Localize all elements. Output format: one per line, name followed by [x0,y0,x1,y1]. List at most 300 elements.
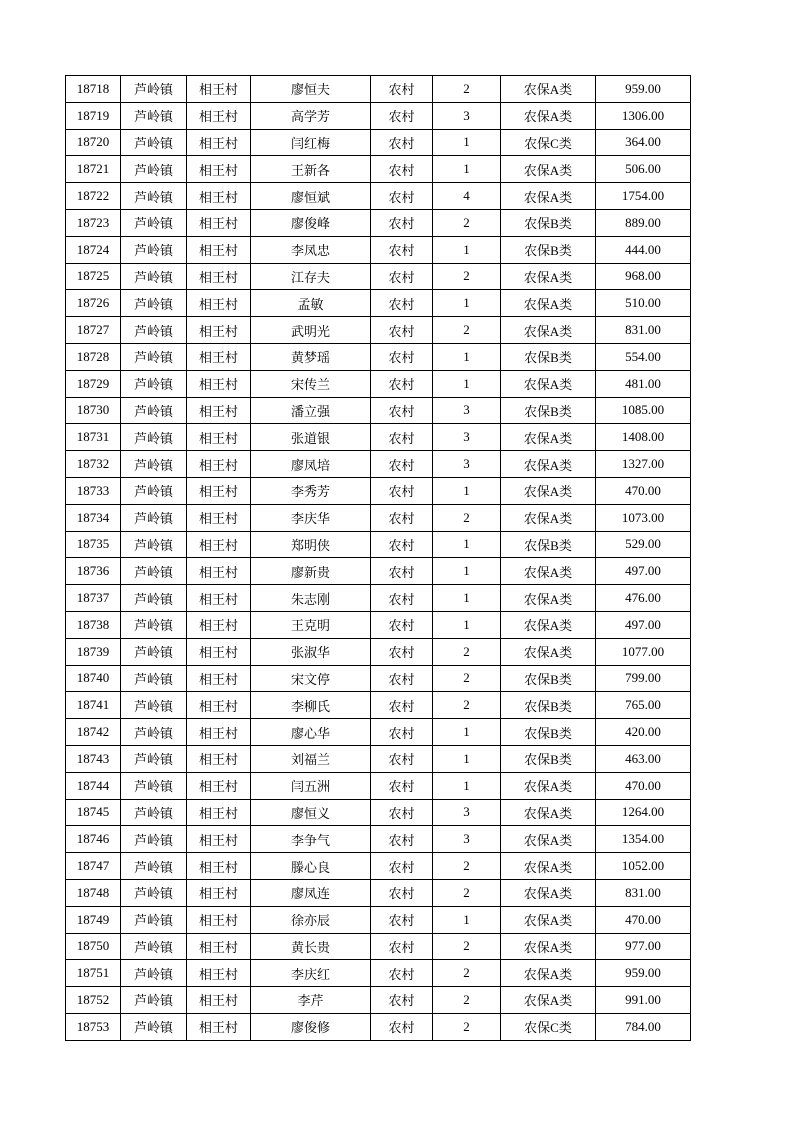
cell-category: 农保A类 [501,960,596,987]
table-row [66,209,691,236]
cell-name: 宋传兰 [251,370,371,397]
cell-category: 农保A类 [501,477,596,504]
cell-category: 农保B类 [501,209,596,236]
table-row [66,370,691,397]
cell-residence: 农村 [371,611,433,638]
cell-id: 18726 [66,290,121,317]
table-row [66,665,691,692]
cell-count: 2 [433,263,501,290]
cell-town: 芦岭镇 [121,451,187,478]
cell-category: 农保A类 [501,424,596,451]
cell-village: 相王村 [187,745,251,772]
table-row [66,236,691,263]
cell-village: 相王村 [187,692,251,719]
cell-count: 1 [433,745,501,772]
table-row [66,397,691,424]
cell-name: 孟敏 [251,290,371,317]
cell-residence: 农村 [371,987,433,1014]
cell-name: 廖恒斌 [251,183,371,210]
cell-count: 2 [433,853,501,880]
cell-count: 1 [433,156,501,183]
cell-count: 1 [433,906,501,933]
cell-village: 相王村 [187,317,251,344]
cell-category: 农保A类 [501,558,596,585]
cell-id: 18743 [66,745,121,772]
cell-count: 2 [433,638,501,665]
cell-amount: 831.00 [596,317,691,344]
table-row [66,451,691,478]
table-row [66,960,691,987]
cell-count: 2 [433,317,501,344]
cell-id: 18724 [66,236,121,263]
cell-category: 农保A类 [501,987,596,1014]
cell-name: 闫五洲 [251,772,371,799]
cell-id: 18735 [66,531,121,558]
cell-residence: 农村 [371,719,433,746]
cell-name: 高学芳 [251,102,371,129]
cell-category: 农保B类 [501,531,596,558]
cell-name: 李柳氏 [251,692,371,719]
cell-count: 1 [433,585,501,612]
table-row [66,987,691,1014]
cell-amount: 481.00 [596,370,691,397]
cell-name: 王克明 [251,611,371,638]
cell-category: 农保B类 [501,343,596,370]
table-row [66,317,691,344]
cell-category: 农保B类 [501,665,596,692]
cell-town: 芦岭镇 [121,504,187,531]
cell-amount: 799.00 [596,665,691,692]
table-row [66,772,691,799]
cell-amount: 364.00 [596,129,691,156]
cell-category: 农保A类 [501,906,596,933]
cell-amount: 506.00 [596,156,691,183]
cell-id: 18749 [66,906,121,933]
cell-town: 芦岭镇 [121,719,187,746]
cell-amount: 497.00 [596,611,691,638]
table-row [66,531,691,558]
cell-name: 廖恒义 [251,799,371,826]
cell-id: 18746 [66,826,121,853]
cell-town: 芦岭镇 [121,1013,187,1040]
cell-town: 芦岭镇 [121,102,187,129]
cell-village: 相王村 [187,1013,251,1040]
cell-count: 1 [433,719,501,746]
cell-category: 农保C类 [501,1013,596,1040]
cell-id: 18751 [66,960,121,987]
cell-village: 相王村 [187,987,251,1014]
cell-category: 农保A类 [501,611,596,638]
cell-count: 4 [433,183,501,210]
cell-amount: 1052.00 [596,853,691,880]
cell-count: 2 [433,504,501,531]
cell-id: 18720 [66,129,121,156]
cell-name: 张道银 [251,424,371,451]
cell-category: 农保A类 [501,772,596,799]
cell-residence: 农村 [371,370,433,397]
cell-residence: 农村 [371,772,433,799]
cell-id: 18744 [66,772,121,799]
cell-id: 18728 [66,343,121,370]
cell-name: 潘立强 [251,397,371,424]
cell-village: 相王村 [187,853,251,880]
cell-village: 相王村 [187,183,251,210]
cell-town: 芦岭镇 [121,183,187,210]
cell-id: 18747 [66,853,121,880]
cell-count: 3 [433,799,501,826]
cell-category: 农保A类 [501,879,596,906]
cell-name: 廖凤培 [251,451,371,478]
cell-amount: 1327.00 [596,451,691,478]
cell-village: 相王村 [187,156,251,183]
cell-town: 芦岭镇 [121,477,187,504]
cell-village: 相王村 [187,236,251,263]
cell-category: 农保B类 [501,692,596,719]
cell-village: 相王村 [187,906,251,933]
cell-category: 农保A类 [501,370,596,397]
cell-id: 18731 [66,424,121,451]
cell-count: 2 [433,987,501,1014]
cell-amount: 784.00 [596,1013,691,1040]
cell-amount: 510.00 [596,290,691,317]
cell-id: 18723 [66,209,121,236]
cell-village: 相王村 [187,611,251,638]
cell-amount: 959.00 [596,76,691,103]
cell-residence: 农村 [371,317,433,344]
cell-residence: 农村 [371,692,433,719]
cell-name: 廖俊修 [251,1013,371,1040]
cell-name: 江存夫 [251,263,371,290]
cell-count: 2 [433,960,501,987]
cell-count: 2 [433,209,501,236]
cell-amount: 1264.00 [596,799,691,826]
cell-town: 芦岭镇 [121,906,187,933]
cell-residence: 农村 [371,906,433,933]
cell-town: 芦岭镇 [121,826,187,853]
cell-amount: 977.00 [596,933,691,960]
cell-category: 农保B类 [501,397,596,424]
cell-village: 相王村 [187,719,251,746]
cell-amount: 991.00 [596,987,691,1014]
cell-category: 农保A类 [501,853,596,880]
cell-count: 2 [433,1013,501,1040]
cell-amount: 470.00 [596,772,691,799]
cell-town: 芦岭镇 [121,987,187,1014]
cell-town: 芦岭镇 [121,156,187,183]
cell-name: 王新各 [251,156,371,183]
cell-residence: 农村 [371,504,433,531]
table-row [66,826,691,853]
cell-id: 18727 [66,317,121,344]
table-row [66,424,691,451]
cell-id: 18725 [66,263,121,290]
cell-residence: 农村 [371,933,433,960]
cell-village: 相王村 [187,665,251,692]
cell-name: 张淑华 [251,638,371,665]
cell-count: 2 [433,76,501,103]
cell-id: 18736 [66,558,121,585]
table-row [66,906,691,933]
cell-amount: 470.00 [596,477,691,504]
cell-name: 闫红梅 [251,129,371,156]
cell-town: 芦岭镇 [121,665,187,692]
cell-town: 芦岭镇 [121,317,187,344]
cell-id: 18733 [66,477,121,504]
cell-town: 芦岭镇 [121,370,187,397]
cell-amount: 476.00 [596,585,691,612]
table-row [66,183,691,210]
cell-category: 农保B类 [501,719,596,746]
cell-id: 18748 [66,879,121,906]
cell-amount: 554.00 [596,343,691,370]
cell-village: 相王村 [187,879,251,906]
cell-town: 芦岭镇 [121,558,187,585]
cell-count: 2 [433,933,501,960]
cell-count: 1 [433,477,501,504]
cell-count: 3 [433,102,501,129]
cell-count: 2 [433,879,501,906]
cell-village: 相王村 [187,451,251,478]
cell-category: 农保A类 [501,183,596,210]
cell-category: 农保A类 [501,638,596,665]
cell-residence: 农村 [371,76,433,103]
cell-category: 农保A类 [501,156,596,183]
cell-town: 芦岭镇 [121,531,187,558]
cell-count: 3 [433,826,501,853]
cell-town: 芦岭镇 [121,76,187,103]
cell-id: 18742 [66,719,121,746]
cell-village: 相王村 [187,933,251,960]
cell-category: 农保A类 [501,826,596,853]
cell-residence: 农村 [371,290,433,317]
cell-amount: 1306.00 [596,102,691,129]
table-row [66,692,691,719]
cell-name: 郑明侠 [251,531,371,558]
cell-count: 1 [433,129,501,156]
cell-residence: 农村 [371,558,433,585]
cell-amount: 529.00 [596,531,691,558]
cell-id: 18745 [66,799,121,826]
cell-residence: 农村 [371,960,433,987]
cell-town: 芦岭镇 [121,799,187,826]
cell-name: 廖新贵 [251,558,371,585]
cell-name: 武明光 [251,317,371,344]
cell-town: 芦岭镇 [121,209,187,236]
cell-village: 相王村 [187,477,251,504]
cell-id: 18729 [66,370,121,397]
cell-village: 相王村 [187,290,251,317]
cell-village: 相王村 [187,424,251,451]
cell-residence: 农村 [371,477,433,504]
cell-residence: 农村 [371,209,433,236]
cell-count: 1 [433,558,501,585]
cell-category: 农保C类 [501,129,596,156]
cell-amount: 444.00 [596,236,691,263]
cell-town: 芦岭镇 [121,879,187,906]
cell-amount: 831.00 [596,879,691,906]
cell-count: 1 [433,772,501,799]
cell-name: 廖凤连 [251,879,371,906]
cell-amount: 1085.00 [596,397,691,424]
table-row [66,504,691,531]
cell-name: 黄梦瑶 [251,343,371,370]
cell-residence: 农村 [371,853,433,880]
cell-residence: 农村 [371,183,433,210]
cell-village: 相王村 [187,129,251,156]
cell-town: 芦岭镇 [121,692,187,719]
cell-id: 18722 [66,183,121,210]
cell-residence: 农村 [371,665,433,692]
cell-category: 农保A类 [501,290,596,317]
cell-count: 1 [433,236,501,263]
cell-name: 廖心华 [251,719,371,746]
cell-id: 18737 [66,585,121,612]
cell-id: 18730 [66,397,121,424]
cell-name: 宋文停 [251,665,371,692]
cell-amount: 1077.00 [596,638,691,665]
cell-id: 18752 [66,987,121,1014]
cell-name: 刘福兰 [251,745,371,772]
cell-category: 农保B类 [501,745,596,772]
cell-residence: 农村 [371,826,433,853]
cell-village: 相王村 [187,76,251,103]
cell-id: 18719 [66,102,121,129]
cell-residence: 农村 [371,343,433,370]
cell-village: 相王村 [187,263,251,290]
cell-town: 芦岭镇 [121,611,187,638]
cell-residence: 农村 [371,638,433,665]
cell-category: 农保A类 [501,585,596,612]
cell-amount: 968.00 [596,263,691,290]
table-row [66,1013,691,1040]
cell-village: 相王村 [187,585,251,612]
cell-count: 2 [433,692,501,719]
cell-town: 芦岭镇 [121,290,187,317]
cell-village: 相王村 [187,504,251,531]
cell-category: 农保A类 [501,263,596,290]
cell-amount: 420.00 [596,719,691,746]
table-row [66,933,691,960]
cell-name: 廖恒夫 [251,76,371,103]
cell-village: 相王村 [187,343,251,370]
cell-town: 芦岭镇 [121,397,187,424]
table-row [66,102,691,129]
cell-count: 3 [433,397,501,424]
table-row [66,477,691,504]
cell-amount: 463.00 [596,745,691,772]
cell-town: 芦岭镇 [121,745,187,772]
cell-count: 1 [433,611,501,638]
cell-town: 芦岭镇 [121,263,187,290]
cell-town: 芦岭镇 [121,853,187,880]
table-row [66,558,691,585]
cell-village: 相王村 [187,772,251,799]
cell-count: 1 [433,290,501,317]
cell-village: 相王村 [187,960,251,987]
cell-count: 1 [433,370,501,397]
cell-amount: 889.00 [596,209,691,236]
cell-village: 相王村 [187,370,251,397]
cell-town: 芦岭镇 [121,638,187,665]
cell-name: 朱志刚 [251,585,371,612]
cell-category: 农保A类 [501,504,596,531]
cell-name: 廖俊峰 [251,209,371,236]
table-row [66,129,691,156]
cell-amount: 765.00 [596,692,691,719]
table-row [66,76,691,103]
cell-name: 李庆华 [251,504,371,531]
cell-count: 1 [433,343,501,370]
cell-count: 3 [433,424,501,451]
cell-amount: 1073.00 [596,504,691,531]
cell-residence: 农村 [371,879,433,906]
cell-town: 芦岭镇 [121,772,187,799]
table-row [66,611,691,638]
cell-name: 李秀芳 [251,477,371,504]
table-row [66,879,691,906]
cell-village: 相王村 [187,209,251,236]
table-row [66,263,691,290]
cell-village: 相王村 [187,638,251,665]
cell-id: 18732 [66,451,121,478]
cell-category: 农保A类 [501,799,596,826]
cell-town: 芦岭镇 [121,585,187,612]
cell-town: 芦岭镇 [121,236,187,263]
cell-id: 18741 [66,692,121,719]
cell-name: 李凤忠 [251,236,371,263]
cell-id: 18740 [66,665,121,692]
cell-residence: 农村 [371,424,433,451]
table-row [66,719,691,746]
cell-village: 相王村 [187,531,251,558]
cell-name: 黄长贵 [251,933,371,960]
cell-name: 徐亦辰 [251,906,371,933]
cell-id: 18750 [66,933,121,960]
table-row [66,290,691,317]
cell-id: 18718 [66,76,121,103]
cell-town: 芦岭镇 [121,424,187,451]
cell-residence: 农村 [371,799,433,826]
table-body [66,76,691,1041]
cell-village: 相王村 [187,102,251,129]
cell-residence: 农村 [371,236,433,263]
cell-category: 农保A类 [501,102,596,129]
cell-name: 李芹 [251,987,371,1014]
table-row [66,745,691,772]
cell-residence: 农村 [371,397,433,424]
cell-residence: 农村 [371,1013,433,1040]
cell-town: 芦岭镇 [121,960,187,987]
table-row [66,853,691,880]
table-row [66,799,691,826]
cell-name: 李庆红 [251,960,371,987]
cell-town: 芦岭镇 [121,129,187,156]
cell-category: 农保A类 [501,451,596,478]
cell-count: 2 [433,665,501,692]
cell-amount: 497.00 [596,558,691,585]
cell-town: 芦岭镇 [121,343,187,370]
cell-amount: 1408.00 [596,424,691,451]
cell-count: 1 [433,531,501,558]
cell-name: 李争气 [251,826,371,853]
cell-village: 相王村 [187,826,251,853]
table-row [66,585,691,612]
cell-count: 3 [433,451,501,478]
table-row [66,638,691,665]
cell-amount: 470.00 [596,906,691,933]
cell-residence: 农村 [371,129,433,156]
cell-residence: 农村 [371,102,433,129]
